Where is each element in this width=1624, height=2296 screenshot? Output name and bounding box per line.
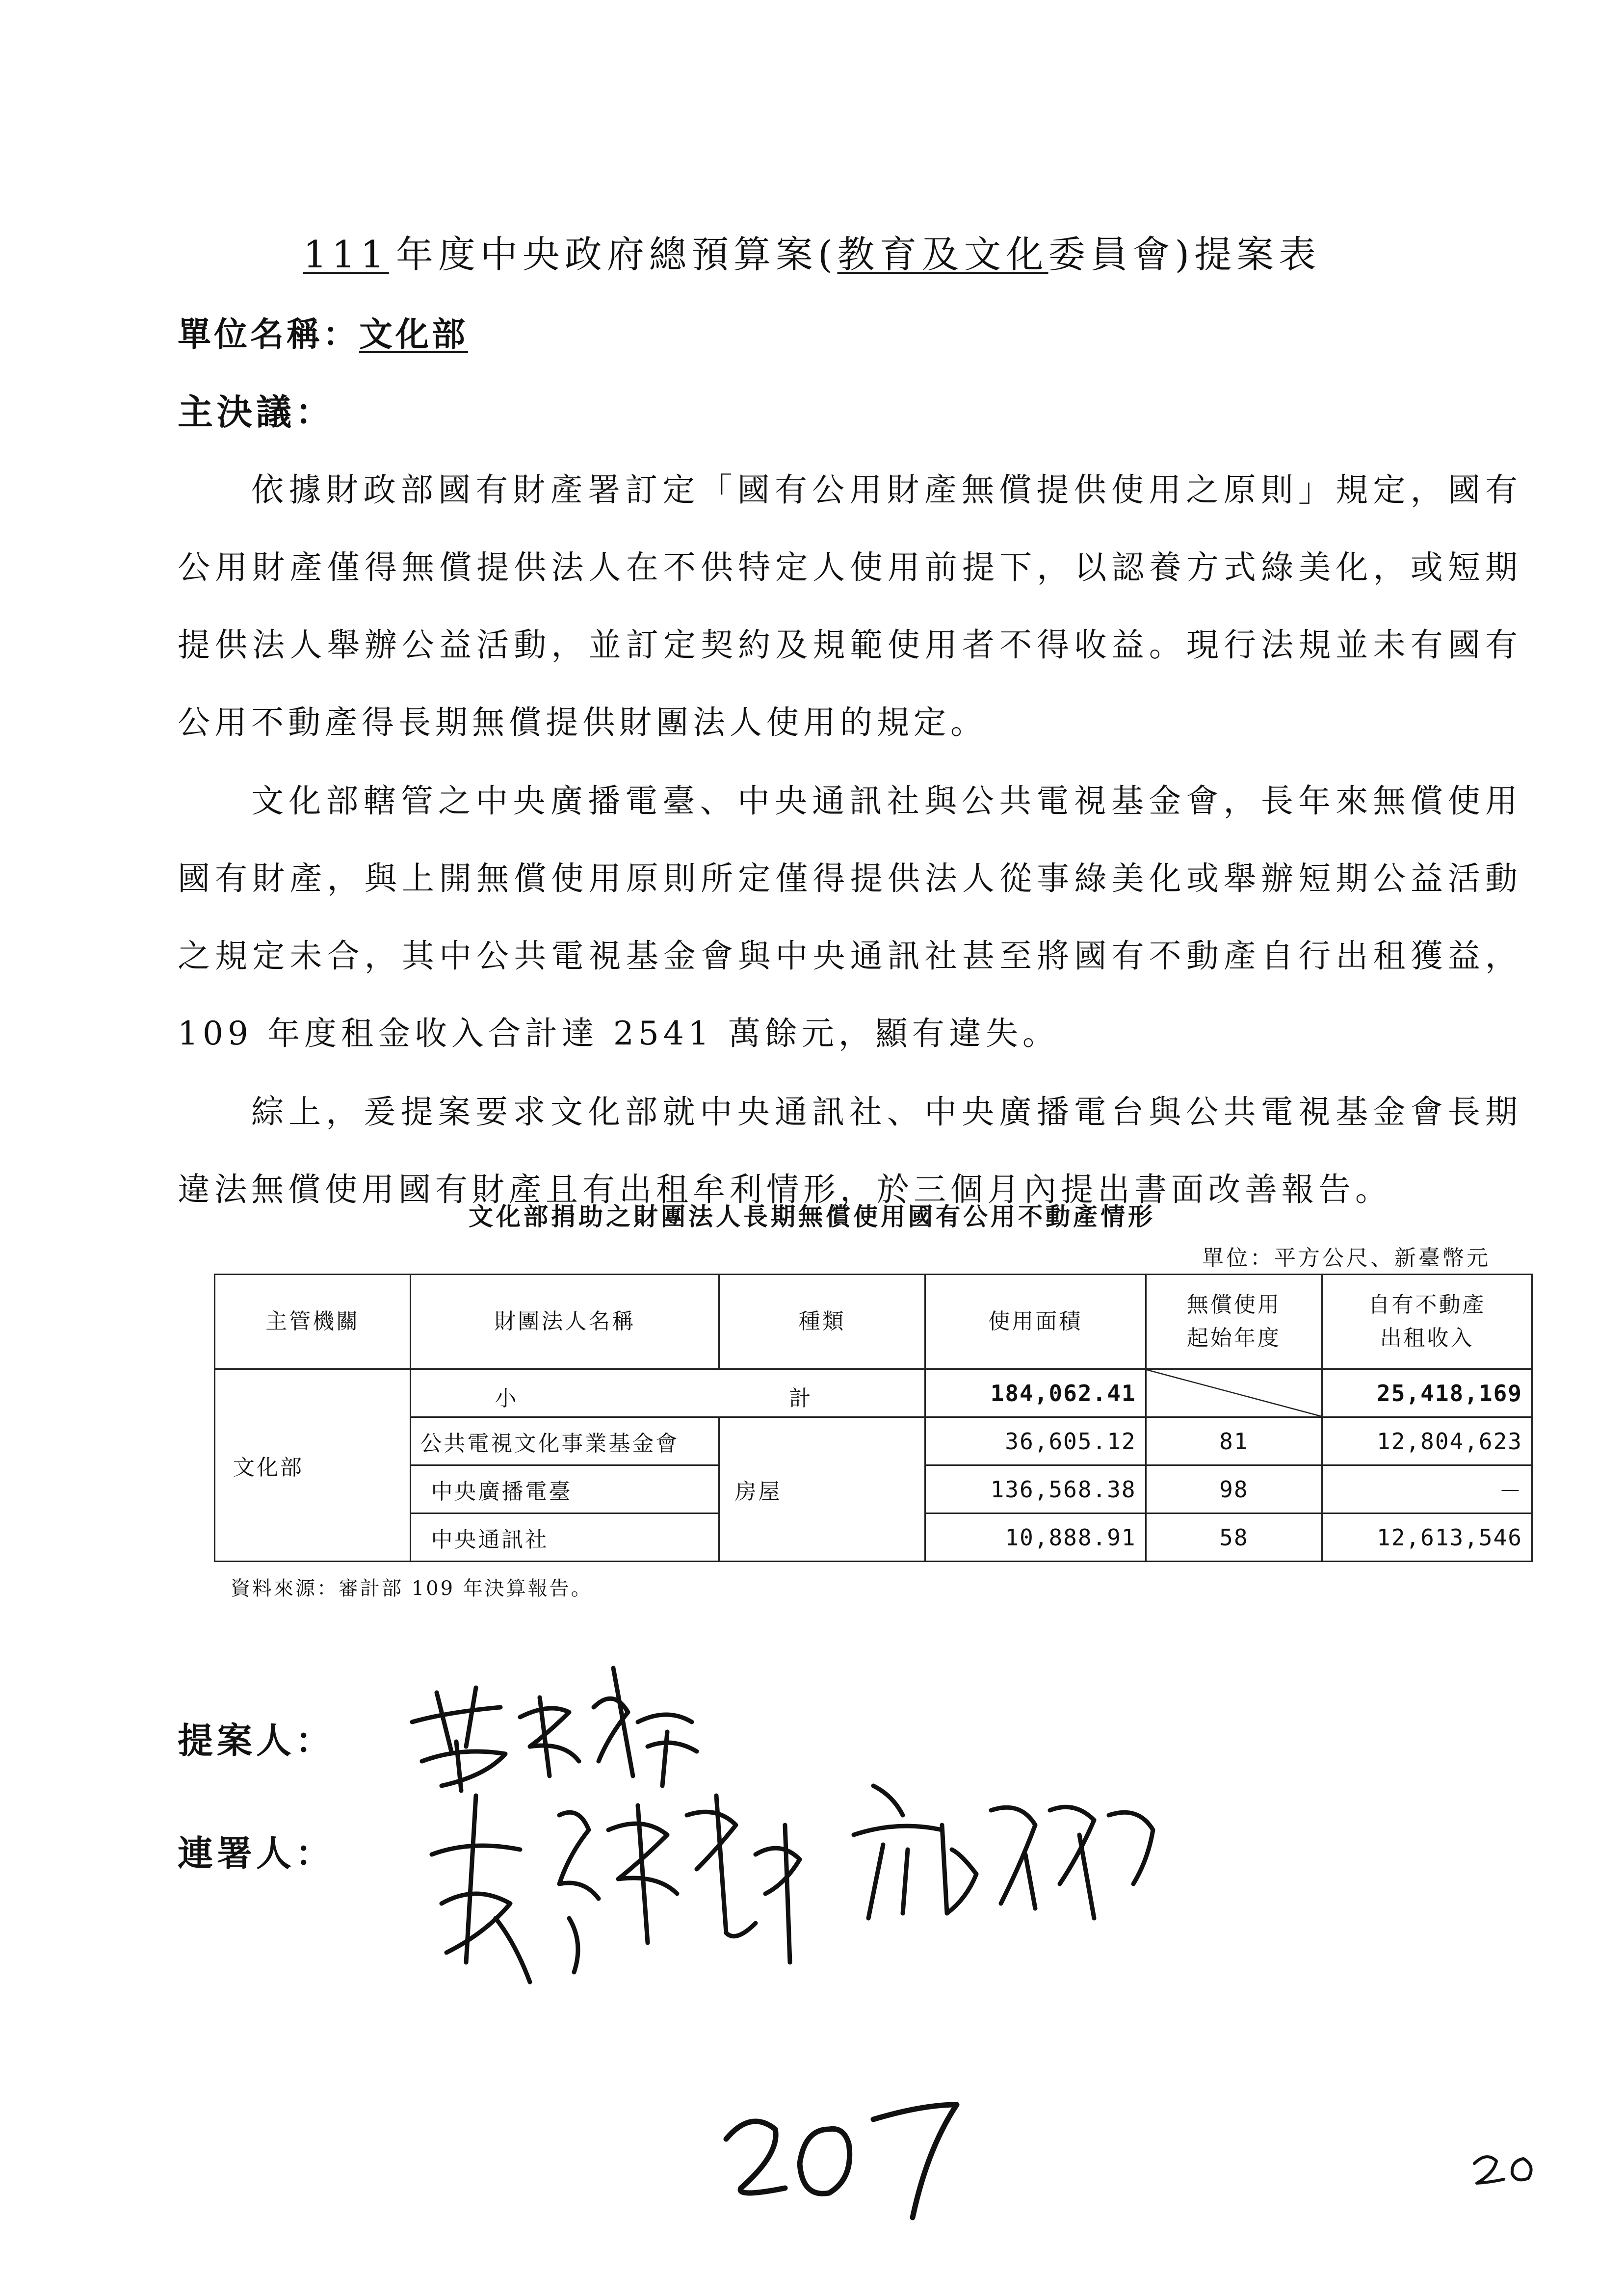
paragraph-2: 文化部轄管之中央廣播電臺、中央通訊社與公共電視基金會，長年來無償使用國有財產，與上開無償使用原則所定僅得提供法人從事綠美化或舉辦短期公益活動之規定未合，其中公共電視基金會與中央通訊社甚至將國有不動產自行出租獲益，109 年度租金收入合計達 2541 萬餘元，顯有違失。	[178, 782, 1522, 1052]
header-type: 種類	[719, 1275, 925, 1369]
unit-label: 單位名稱：	[178, 315, 360, 354]
header-year-line2: 起始年度	[1186, 1326, 1281, 1351]
table-header-row	[215, 1275, 1532, 1369]
row-3-area: 10,888.91	[925, 1513, 1146, 1562]
subtotal-income: 25,418,169	[1322, 1369, 1532, 1417]
diagonal-line	[1147, 1370, 1322, 1416]
title-year: 111	[303, 233, 389, 276]
proposer-label: 提案人：	[178, 1720, 335, 1761]
row-1-year: 81	[1146, 1417, 1322, 1465]
table-row	[215, 1417, 1532, 1465]
row-3-year: 58	[1146, 1513, 1322, 1562]
subtotal-area: 184,062.41	[925, 1369, 1146, 1417]
corner-mark	[1467, 2144, 1550, 2193]
title-text-before: 年度中央政府總預算案(	[395, 233, 838, 276]
row-1-name: 公共電視文化事業基金會	[411, 1417, 719, 1465]
resolution-body	[178, 451, 1522, 1229]
page-title	[0, 225, 1624, 278]
title-text-after: 委員會)提案表	[1048, 233, 1321, 276]
subtotal-label-left: 小	[495, 1386, 519, 1411]
row-1-income: 12,804,623	[1322, 1417, 1532, 1465]
paragraph-1: 依據財政部國有財產署訂定「國有公用財產無償提供使用之原則」規定，國有公用財產僅得無償提供法人在不供特定人使用前提下，以認養方式綠美化，或短期提供法人舉辦公益活動，並訂定契約及規範使用者不得收益。現行法規並未有國有公用不動產得長期無償提供財團法人使用的規定。	[178, 471, 1522, 741]
subtotal-row	[215, 1369, 1532, 1417]
row-3-income: 12,613,546	[1322, 1513, 1532, 1562]
header-income	[1322, 1275, 1532, 1369]
header-area: 使用面積	[925, 1275, 1146, 1369]
unit-value: 文化部	[359, 315, 469, 354]
cosigner-label: 連署人：	[178, 1832, 335, 1874]
handwritten-page-number	[716, 2085, 971, 2232]
row-1-area: 36,605.12	[925, 1417, 1146, 1465]
row-2-area: 136,568.38	[925, 1465, 1146, 1513]
subtotal-label	[411, 1369, 925, 1417]
subtotal-year-diagonal	[1146, 1369, 1322, 1417]
header-agency: 主管機關	[215, 1275, 411, 1369]
table-unit: 單位：平方公尺、新臺幣元	[1202, 1246, 1491, 1271]
agency-cell: 文化部	[215, 1369, 411, 1562]
header-income-line2: 出租收入	[1380, 1326, 1474, 1351]
paragraph-3: 綜上，爰提案要求文化部就中央通訊社、中央廣播電台與公共電視基金會長期違法無償使用國有財產且有出租牟利情形，於三個月內提出書面改善報告。	[178, 1093, 1522, 1208]
row-2-name: 中央廣播電臺	[411, 1465, 719, 1513]
unit-name	[178, 308, 468, 356]
row-2-income: －	[1322, 1465, 1532, 1513]
table-source: 資料來源：審計部 109 年決算報告。	[231, 1577, 593, 1600]
header-name: 財團法人名稱	[411, 1275, 719, 1369]
header-income-line1: 自有不動產	[1368, 1292, 1486, 1317]
row-3-name: 中央通訊社	[411, 1513, 719, 1562]
table-title: 文化部捐助之財團法人長期無償使用國有公用不動產情形	[469, 1202, 1155, 1231]
header-start-year	[1146, 1275, 1322, 1369]
resolution-heading: 主決議：	[178, 391, 335, 433]
cosigner-signatures	[412, 1756, 1178, 2011]
row-2-year: 98	[1146, 1465, 1322, 1513]
title-committee: 教育及文化	[837, 233, 1048, 276]
subtotal-label-right: 計	[789, 1386, 813, 1411]
property-usage-table	[214, 1274, 1533, 1562]
header-year-line1: 無償使用	[1186, 1292, 1281, 1317]
type-cell: 房屋	[719, 1417, 925, 1562]
